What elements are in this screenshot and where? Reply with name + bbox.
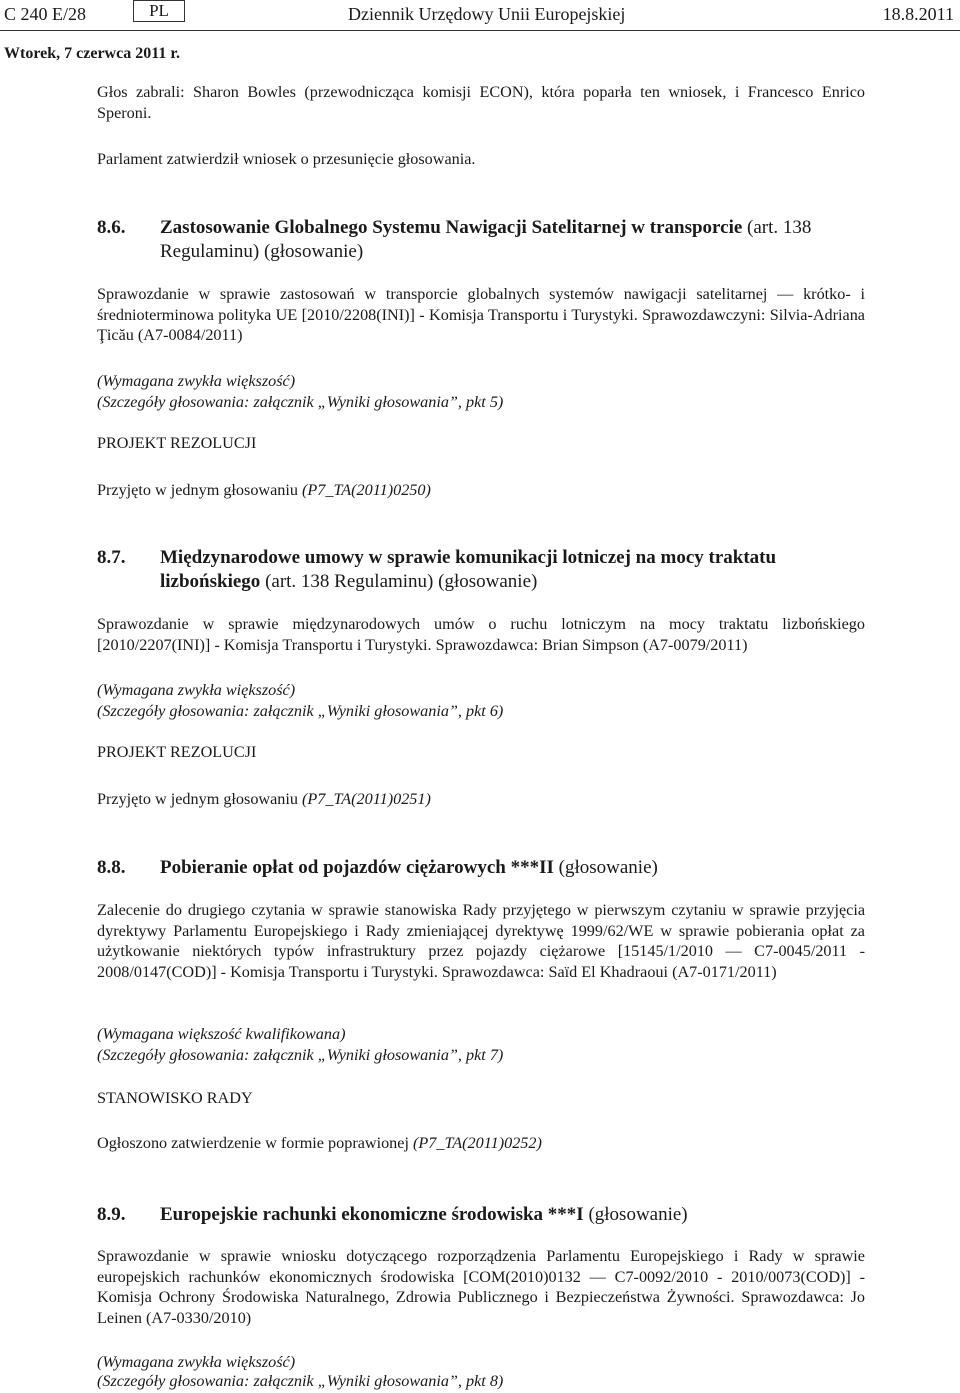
approval-paragraph: Parlament zatwierdził wniosek o przesunięcie głosowania. bbox=[97, 150, 476, 168]
vote-result bbox=[97, 1133, 865, 1154]
speakers-paragraph: Głos zabrali: Sharon Bowles (przewodnicząca komisji ECON), która poparła ten wniosek, i Francesco Enrico Speroni. bbox=[97, 83, 865, 122]
header-divider bbox=[0, 30, 960, 31]
report-paragraph: Sprawozdanie w sprawie wniosku dotyczącego rozporządzenia Parlamentu Europejskiego i Rady w sprawie europejskich rachunków ekonomicznych środowiska [COM(2010)0132 — C7-0092/2010 - 2010/0073(COD)] - Komisja Ochrony Środowiska Naturalnego, Zdrowia Publicznego i Bezpieczeństwa Żywności. Sprawozdawca: Jo Leinen (A7-0330/2010) bbox=[97, 1247, 865, 1327]
report-paragraph: Sprawozdanie w sprawie międzynarodowych umów o ruchu lotniczym na mocy traktatu lizbońskiego [2010/2207(INI)] - Komisja Transportu i Turystyki. Sprawozdawca: Brian Simpson (A7-0079/2011) bbox=[97, 615, 865, 654]
section-title: Pobieranie opłat od pojazdów ciężarowych ***II bbox=[160, 857, 554, 878]
section-title: Międzynarodowe umowy w sprawie komunikacji lotniczej na mocy traktatu lizbońskiego bbox=[160, 547, 777, 592]
voting-details-note: (Szczegóły głosowania: załącznik „Wyniki głosowania”, pkt 7) bbox=[97, 1046, 504, 1064]
issue-date: 18.8.2011 bbox=[882, 4, 954, 24]
section-number: 8.7. bbox=[97, 547, 126, 568]
language-badge: PL bbox=[133, 0, 185, 22]
adopted-text-reference: (P7_TA(2011)0252) bbox=[413, 1134, 542, 1152]
voting-details-note: (Szczegóły głosowania: załącznik „Wyniki głosowania”, pkt 5) bbox=[97, 393, 504, 411]
majority-note: (Wymagana zwykła większość) bbox=[97, 681, 296, 699]
day-heading: Wtorek, 7 czerwca 2011 r. bbox=[4, 45, 180, 62]
majority-note: (Wymagana zwykła większość) bbox=[97, 1353, 296, 1371]
document-type: STANOWISKO RADY bbox=[97, 1089, 253, 1107]
journal-title: Dziennik Urzędowy Unii Europejskiej bbox=[348, 4, 626, 24]
adopted-text-reference: (P7_TA(2011)0251) bbox=[302, 790, 431, 808]
majority-note: (Wymagana zwykła większość) bbox=[97, 372, 296, 390]
report-paragraph: Zalecenie do drugiego czytania w sprawie stanowiska Rady przyjętego w pierwszym czytaniu w sprawie przyjęcia dyrektywy Parlamentu Europejskiego i Rady zmieniającej dyrektywę 1999/62/WE w sprawie pobierania opłat za użytkowanie niektórych typów infrastruktury przez pojazdy ciężarowe [15145/1/2010 — C7-0045/2011 - 2008/0147(COD)] - Komisja Transportu i Turystyki. Sprawozdawca: Saïd El Khadraoui (A7-0171/2011) bbox=[97, 901, 865, 981]
section-title-suffix: (art. 138 Regulaminu) (głosowanie) bbox=[260, 571, 538, 592]
section-number: 8.9. bbox=[97, 1204, 126, 1225]
section-title-suffix: (art. 138 Regulaminu) (głosowanie) bbox=[160, 217, 812, 262]
report-paragraph: Sprawozdanie w sprawie zastosowań w transporcie globalnych systemów nawigacji satelitarnej — krótko- i średnioterminowa polityka UE [2010/2208(INI)] - Komisja Transportu i Turystyki. Sprawozdawczyni: Silvia-Adriana Ţicău (A7-0084/2011) bbox=[97, 285, 865, 344]
voting-details-note: (Szczegóły głosowania: załącznik „Wyniki głosowania”, pkt 8) bbox=[97, 1372, 504, 1390]
vote-result-text: Przyjęto w jednym głosowaniu bbox=[97, 790, 303, 808]
voting-details-note: (Szczegóły głosowania: załącznik „Wyniki głosowania”, pkt 6) bbox=[97, 702, 504, 720]
adopted-text-reference: (P7_TA(2011)0250) bbox=[302, 481, 431, 499]
section-title: Europejskie rachunki ekonomiczne środowiska ***I bbox=[160, 1204, 584, 1225]
section-title-suffix: (głosowanie) bbox=[583, 1204, 688, 1225]
section-title: Zastosowanie Globalnego Systemu Nawigacji Satelitarnej w transporcie bbox=[160, 217, 743, 238]
document-type: PROJEKT REZOLUCJI bbox=[97, 434, 257, 452]
majority-note: (Wymagana większość kwalifikowana) bbox=[97, 1025, 346, 1043]
vote-result bbox=[97, 480, 865, 501]
page-reference: C 240 E/28 bbox=[4, 4, 87, 24]
document-type: PROJEKT REZOLUCJI bbox=[97, 743, 257, 761]
section-title-suffix: (głosowanie) bbox=[553, 857, 658, 878]
section-number: 8.6. bbox=[97, 217, 126, 238]
vote-result bbox=[97, 789, 865, 810]
vote-result-text: Przyjęto w jednym głosowaniu bbox=[97, 481, 303, 499]
vote-result-text: Ogłoszono zatwierdzenie w formie poprawionej bbox=[97, 1134, 413, 1152]
section-number: 8.8. bbox=[97, 857, 126, 878]
